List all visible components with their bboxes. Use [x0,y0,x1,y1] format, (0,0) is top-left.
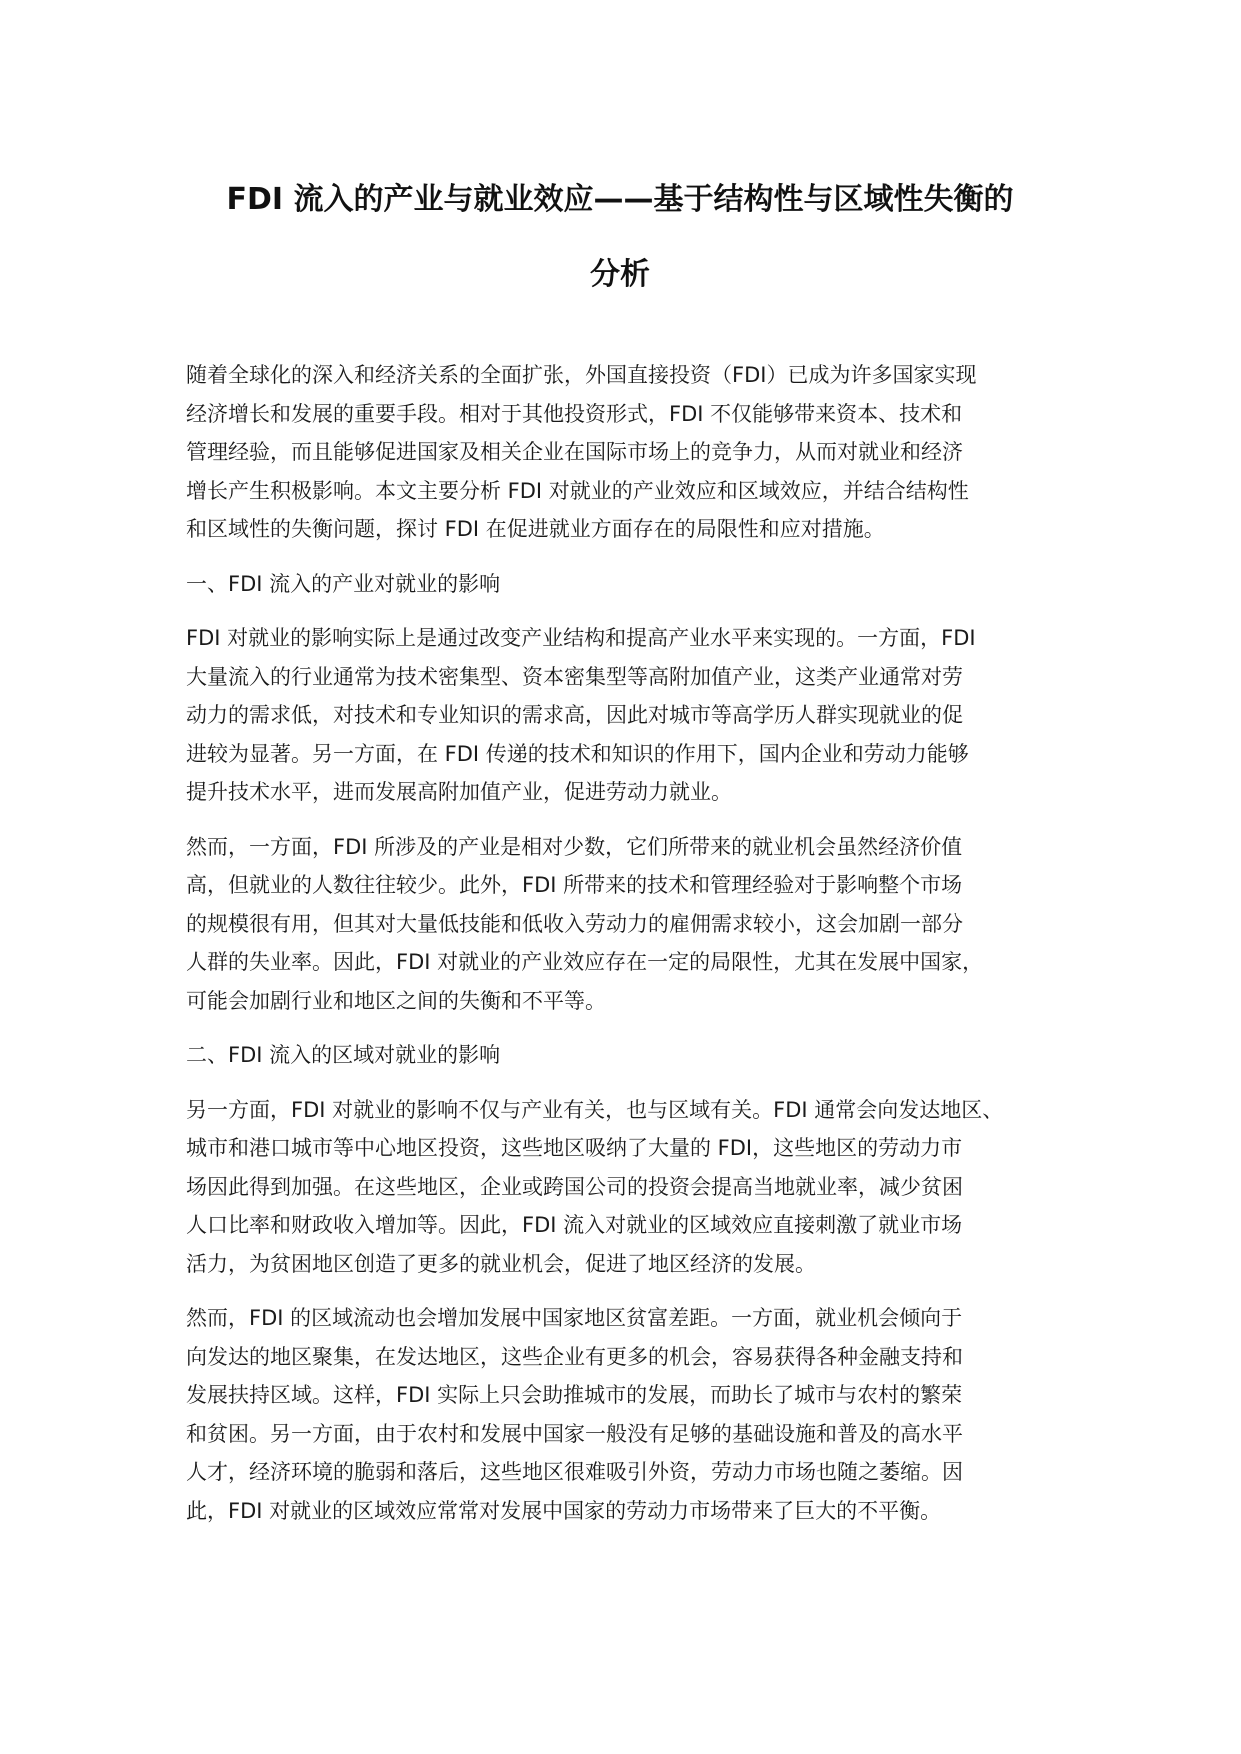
text-line: 高，但就业的人数往往较少。此外，FDI 所带来的技术和管理经验对于影响整个市场 [186,873,963,897]
text-line: 动力的需求低，对技术和专业知识的需求高，因此对城市等高学历人群实现就业的促 [186,703,963,727]
text-line: 增长产生积极影响。本文主要分析 FDI 对就业的产业效应和区域效应，并结合结构性 [186,478,969,503]
paragraph-intro [186,356,1086,549]
text-line: FDI 对就业的影响实际上是通过改变产业结构和提高产业水平来实现的。一方面，FDI [186,626,976,650]
text-line: 人口比率和财政收入增加等。因此，FDI 流入对就业的区域效应直接刺激了就业市场 [186,1213,963,1237]
text-line: 场因此得到加强。在这些地区，企业或跨国公司的投资会提高当地就业率，减少贫困 [186,1174,963,1199]
text-line: 管理经验，而且能够促进国家及相关企业在国际市场上的竞争力，从而对就业和经济 [186,440,963,464]
text-line: 和区域性的失衡问题，探讨 FDI 在促进就业方面存在的局限性和应对措施。 [186,517,885,541]
text-line: 发展扶持区域。这样，FDI 实际上只会助推城市的发展，而助长了城市与农村的繁荣 [186,1383,963,1407]
section-heading-1: 一、FDI 流入的产业对就业的影响 [186,571,501,596]
document-body [186,356,1086,1546]
text-line: 提升技术水平，进而发展高附加值产业，促进劳动力就业。 [186,780,732,804]
paragraph-industry-limits [186,828,1086,1021]
text-line: 向发达的地区聚集，在发达地区，这些企业有更多的机会，容易获得各种金融支持和 [186,1344,963,1369]
text-line: 此，FDI 对就业的区域效应常常对发展中国家的劳动力市场带来了巨大的不平衡。 [186,1498,942,1523]
section-heading-2: 二、FDI 流入的区域对就业的影响 [186,1043,501,1067]
text-line: 人群的失业率。因此，FDI 对就业的产业效应存在一定的局限性，尤其在发展中国家， [186,950,984,974]
text-line: 和贫困。另一方面，由于农村和发展中国家一般没有足够的基础设施和普及的高水平 [186,1421,963,1446]
text-line: 活力，为贫困地区创造了更多的就业机会，促进了地区经济的发展。 [186,1251,816,1276]
text-line: 然而，一方面，FDI 所涉及的产业是相对少数，它们所带来的就业机会虽然经济价值 [186,834,963,859]
text-line: 的规模很有用，但其对大量低技能和低收入劳动力的雇佣需求较小，这会加剧一部分 [186,911,963,936]
text-line: 大量流入的行业通常为技术密集型、资本密集型等高附加值产业，这类产业通常对劳 [186,664,963,689]
text-line: 经济增长和发展的重要手段。相对于其他投资形式，FDI 不仅能够带来资本、技术和 [186,401,963,426]
text-line: 另一方面，FDI 对就业的影响不仅与产业有关，也与区域有关。FDI 通常会向发达地区、 [186,1097,1004,1122]
document-title-line-2: 分析 [590,257,650,292]
document-title-line-1: FDI 流入的产业与就业效应——基于结构性与区域性失衡的 [226,182,1014,217]
text-line: 可能会加剧行业和地区之间的失衡和不平等。 [186,988,606,1013]
text-line: 随着全球化的深入和经济关系的全面扩张，外国直接投资（FDI）已成为许多国家实现 [186,363,977,387]
text-line: 进较为显著。另一方面，在 FDI 传递的技术和知识的作用下，国内企业和劳动力能够 [186,741,969,766]
paragraph-regional-effect [186,1091,1086,1284]
text-line: 然而，FDI 的区域流动也会增加发展中国家地区贫富差距。一方面，就业机会倾向于 [186,1306,963,1330]
paragraph-regional-imbalance [186,1299,1086,1530]
paragraph-industry-effect [186,619,1086,812]
text-line: 城市和港口城市等中心地区投资，这些地区吸纳了大量的 FDI，这些地区的劳动力市 [186,1136,963,1160]
text-line: 人才，经济环境的脆弱和落后，这些地区很难吸引外资，劳动力市场也随之萎缩。因 [186,1460,963,1484]
